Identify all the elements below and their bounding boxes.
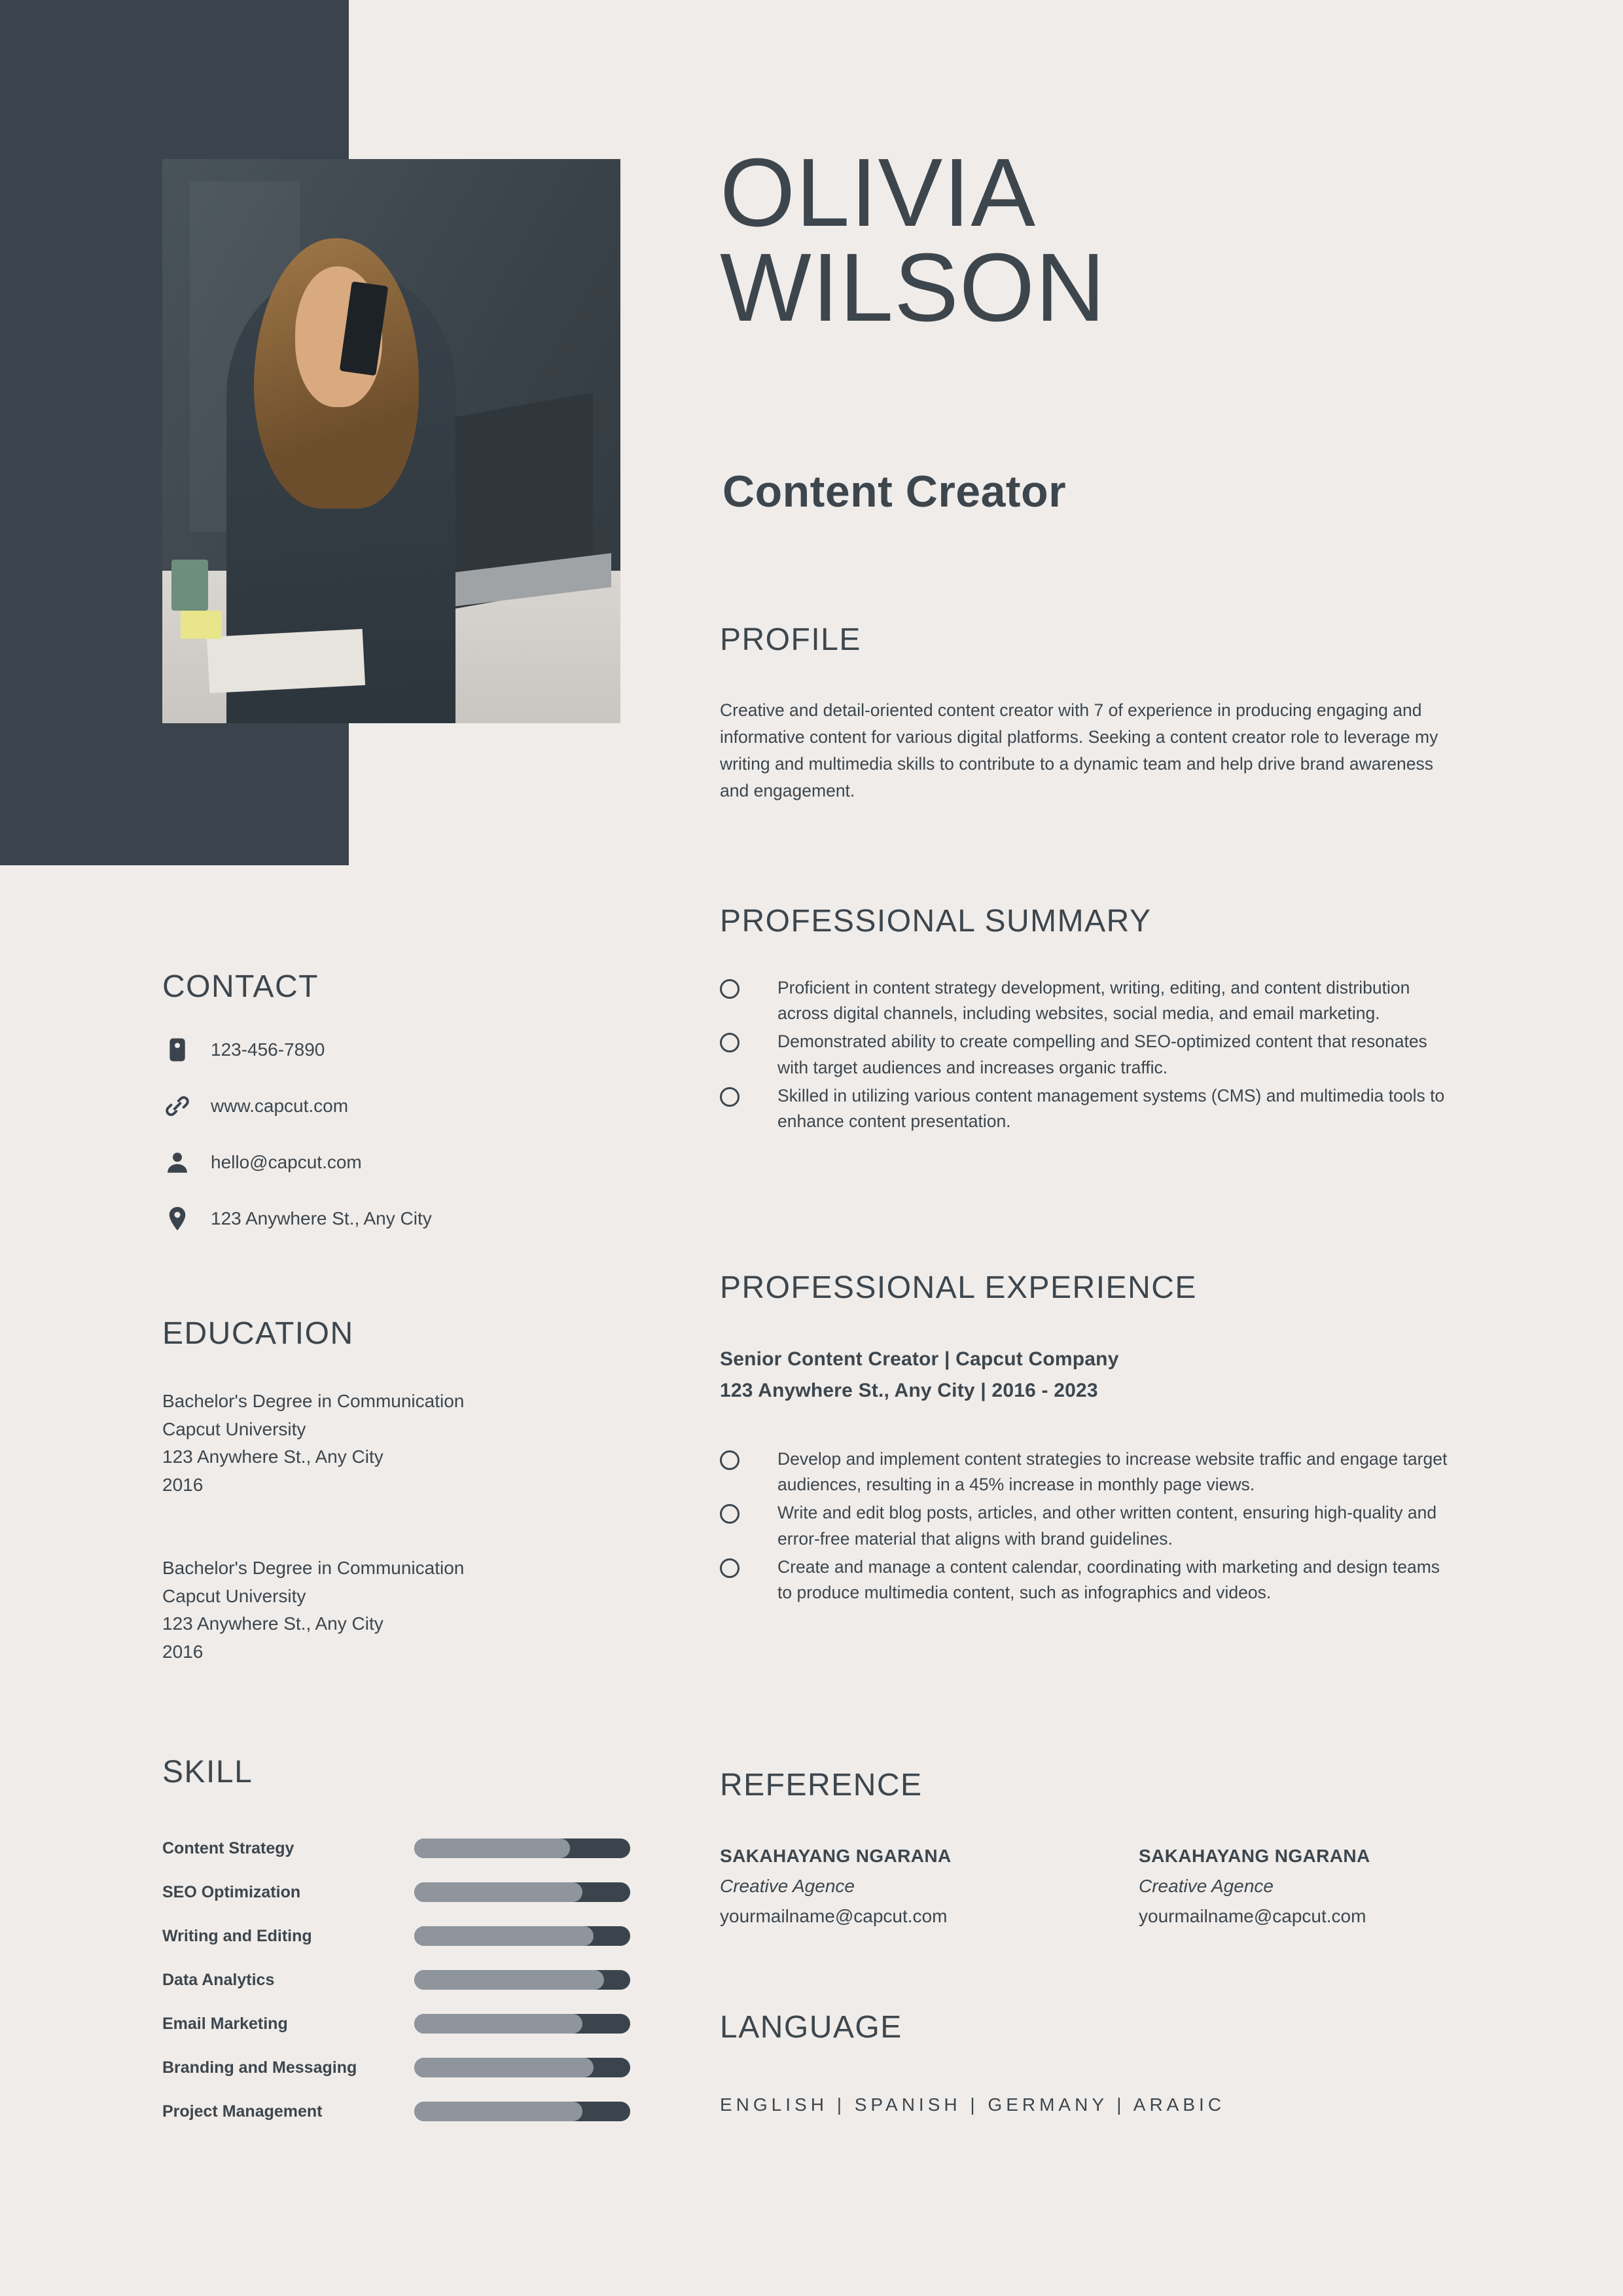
education-school: Capcut University — [162, 1585, 306, 1606]
education-entry — [162, 1388, 464, 1499]
education-address: 123 Anywhere St., Any City — [162, 1613, 383, 1634]
skill-row — [162, 1920, 633, 1952]
section-heading-language: LANGUAGE — [720, 2010, 902, 2045]
list-item — [720, 1029, 1459, 1080]
skill-progress-bar — [414, 2102, 630, 2121]
list-item — [720, 1446, 1459, 1498]
reference-email: yourmailname@capcut.com — [1139, 1906, 1366, 1926]
contact-item-email[interactable] — [162, 1143, 581, 1181]
education-school: Capcut University — [162, 1418, 306, 1439]
skill-label: Project Management — [162, 2102, 323, 2121]
page-title — [720, 139, 1106, 342]
circle-bullet-icon — [720, 1450, 740, 1470]
list-item — [720, 1500, 1459, 1551]
professional-summary-list — [720, 975, 1459, 1137]
contact-address-text: 123 Anywhere St., Any City — [211, 1208, 432, 1229]
list-item — [720, 1554, 1459, 1605]
last-name: WILSON — [720, 234, 1106, 342]
list-item-text: Skilled in utilizing various content management systems (CMS) and multimedia tools to enhance content presentation. — [777, 1085, 1445, 1132]
section-heading-contact: CONTACT — [162, 969, 319, 1004]
education-degree: Bachelor's Degree in Communication — [162, 1558, 465, 1578]
skill-row — [162, 1876, 633, 1908]
list-item-text: Write and edit blog posts, articles, and other written content, ensuring high-quality and error-free material that aligns with brand guidelines. — [777, 1503, 1437, 1549]
professional-experience-list — [720, 1446, 1459, 1608]
list-item — [720, 1083, 1459, 1134]
circle-bullet-icon — [720, 1504, 740, 1524]
list-item — [720, 975, 1459, 1026]
contact-email-text: hello@capcut.com — [211, 1152, 362, 1172]
contact-website-text: www.capcut.com — [211, 1096, 349, 1116]
skill-row — [162, 1964, 633, 1996]
reference-entry — [720, 1846, 952, 1927]
section-heading-professional-experience: PROFESSIONAL EXPERIENCE — [720, 1270, 1197, 1305]
contact-item-address — [162, 1200, 581, 1238]
first-name: OLIVIA — [720, 139, 1037, 247]
language-list: ENGLISH | SPANISH | GERMANY | ARABIC — [720, 2094, 1226, 2115]
education-year: 2016 — [162, 1474, 204, 1495]
contact-phone-text: 123-456-7890 — [211, 1039, 325, 1060]
reference-email: yourmailname@capcut.com — [720, 1906, 948, 1926]
circle-bullet-icon — [720, 1033, 740, 1052]
skill-label: Data Analytics — [162, 1970, 275, 1989]
section-heading-skill: SKILL — [162, 1755, 253, 1789]
section-heading-reference: REFERENCE — [720, 1768, 923, 1803]
skill-label: Content Strategy — [162, 1839, 294, 1857]
phone-icon — [162, 1037, 192, 1063]
list-item-text: Proficient in content strategy development, writing, editing, and content distribution across digital channels, including websites, social media, and email marketing. — [777, 978, 1410, 1024]
circle-bullet-icon — [720, 979, 740, 999]
skill-progress-bar — [414, 1839, 630, 1858]
skill-progress-bar — [414, 2058, 630, 2077]
circle-bullet-icon — [720, 1087, 740, 1107]
link-icon — [162, 1092, 192, 1120]
education-entry — [162, 1554, 464, 1666]
experience-job-title: Senior Content Creator | Capcut Company — [720, 1348, 1119, 1370]
section-heading-education: EDUCATION — [162, 1316, 354, 1351]
reference-name: SAKAHAYANG NGARANA — [1139, 1846, 1370, 1866]
location-pin-icon — [162, 1205, 192, 1232]
skill-progress-bar — [414, 1882, 630, 1902]
section-heading-professional-summary: PROFESSIONAL SUMMARY — [720, 904, 1152, 939]
education-year: 2016 — [162, 1641, 204, 1662]
person-icon — [162, 1149, 192, 1176]
contact-item-phone — [162, 1031, 581, 1069]
reference-entry — [1139, 1846, 1370, 1927]
skill-progress-bar — [414, 1970, 630, 1990]
section-heading-profile: PROFILE — [720, 622, 861, 657]
skill-progress-bar — [414, 2014, 630, 2034]
skill-progress-bar — [414, 1926, 630, 1946]
education-address: 123 Anywhere St., Any City — [162, 1446, 383, 1467]
contact-list — [162, 1031, 581, 1256]
list-item-text: Demonstrated ability to create compelling and SEO-optimized content that resonates with target audiences and increases organic traffic. — [777, 1031, 1427, 1077]
skill-row — [162, 2008, 633, 2039]
experience-job-meta: 123 Anywhere St., Any City | 2016 - 2023 — [720, 1380, 1098, 1401]
list-item-text: Create and manage a content calendar, coordinating with marketing and design teams to produce multimedia content, such as infographics and videos. — [777, 1556, 1440, 1603]
skill-label: Branding and Messaging — [162, 2058, 357, 2077]
skill-label: SEO Optimization — [162, 1882, 301, 1901]
reference-name: SAKAHAYANG NGARANA — [720, 1846, 952, 1866]
job-role: Content Creator — [722, 467, 1067, 516]
reference-role: Creative Agence — [720, 1876, 855, 1896]
skill-list — [162, 1833, 633, 2140]
skill-label: Writing and Editing — [162, 1926, 312, 1945]
list-item-text: Develop and implement content strategies to increase website traffic and engage target audiences, resulting in a 45% increase in monthly page views. — [777, 1449, 1448, 1495]
profile-text: Creative and detail-oriented content creator with 7 of experience in producing engaging and informative content for various digital platforms. Seeking a content creator role to leverage my writing and multimedia skills to contribute to a dynamic team and help drive brand awareness and engagement. — [720, 700, 1438, 801]
reference-role: Creative Agence — [1139, 1876, 1274, 1896]
contact-item-website[interactable] — [162, 1087, 581, 1125]
skill-label: Email Marketing — [162, 2014, 288, 2033]
skill-row — [162, 2096, 633, 2127]
circle-bullet-icon — [720, 1558, 740, 1578]
skill-row — [162, 1833, 633, 1864]
profile-photo — [162, 159, 620, 723]
skill-row — [162, 2052, 633, 2083]
education-degree: Bachelor's Degree in Communication — [162, 1391, 465, 1411]
